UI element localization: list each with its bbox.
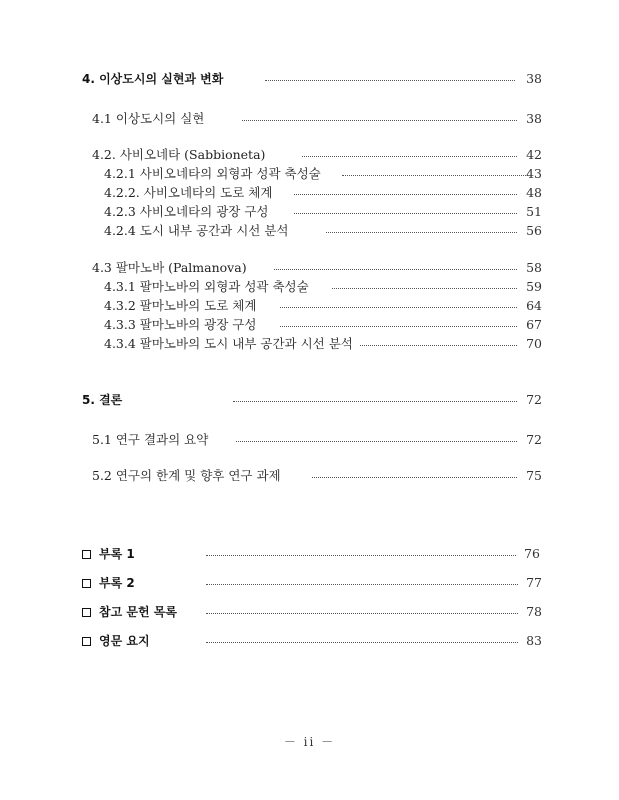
toc-label: 참고 문헌 목록: [82, 603, 177, 621]
toc-page: 38: [526, 71, 542, 86]
toc-page: 51: [526, 204, 542, 219]
toc-label: 4.3 팔마노바 (Palmanova): [92, 260, 247, 275]
dot-leader: [206, 642, 518, 643]
toc-page: 72: [526, 392, 542, 407]
toc-page: 67: [526, 317, 542, 332]
checkbox-square-icon: [82, 608, 91, 617]
checkbox-square-icon: [82, 550, 91, 559]
dot-leader: [312, 477, 517, 478]
dot-leader: [294, 213, 517, 214]
toc-page: 43: [526, 166, 542, 181]
toc-page: 56: [526, 223, 542, 238]
toc-page: 59: [526, 279, 542, 294]
toc-page: 70: [526, 336, 542, 351]
toc-page: 77: [526, 575, 542, 590]
dot-leader: [294, 194, 517, 195]
dot-leader: [326, 232, 517, 233]
dot-leader: [265, 80, 515, 81]
dot-leader: [360, 345, 517, 346]
dot-leader: [280, 326, 517, 327]
dot-leader: [332, 288, 517, 289]
dot-leader: [236, 441, 517, 442]
toc-page: 38: [526, 111, 542, 126]
toc-page: 42: [526, 147, 542, 162]
toc-label: 4.2. 사비오네타 (Sabbioneta): [92, 147, 266, 162]
toc-label: 4.3.1 팔마노바의 외형과 성곽 축성술: [104, 279, 309, 294]
toc-page: 76: [524, 546, 540, 561]
dot-leader: [206, 613, 518, 614]
toc-page: 78: [526, 604, 542, 619]
toc-label: 4.2.1 사비오네타의 외형과 성곽 축성술: [104, 166, 321, 181]
toc-label: 영문 요지: [82, 632, 150, 650]
dot-leader: [242, 120, 517, 121]
toc-label: 4.2.2. 사비오네타의 도로 체계: [104, 185, 273, 200]
toc-label: 5.2 연구의 한계 및 향후 연구 과제: [92, 468, 281, 483]
toc-label: 4.3.2 팔마노바의 도로 체계: [104, 298, 257, 313]
toc-label: 4.3.3 팔마노바의 광장 구성: [104, 317, 257, 332]
toc-label: 4.3.4 팔마노바의 도시 내부 공간과 시선 분석: [104, 336, 353, 351]
toc-label: 4.2.3 사비오네타의 광장 구성: [104, 204, 269, 219]
dot-leader: [280, 307, 517, 308]
toc-label: 5.1 연구 결과의 요약: [92, 432, 209, 447]
toc-page: 72: [526, 432, 542, 447]
toc-label: 4.2.4 도시 내부 공간과 시선 분석: [104, 223, 289, 238]
toc-label: 부록 2: [82, 574, 135, 592]
toc-label: 4. 이상도시의 실현과 변화: [82, 72, 224, 86]
toc-page: 58: [526, 260, 542, 275]
checkbox-square-icon: [82, 637, 91, 646]
toc-page: 48: [526, 185, 542, 200]
dot-leader: [233, 401, 517, 402]
dot-leader: [206, 584, 518, 585]
toc-page: 75: [526, 468, 542, 483]
toc-label: 4.1 이상도시의 실현: [92, 111, 205, 126]
toc-label: 부록 1: [82, 545, 135, 563]
dot-leader: [274, 269, 517, 270]
dot-leader: [342, 175, 528, 176]
checkbox-square-icon: [82, 579, 91, 588]
toc-page: 83: [526, 633, 542, 648]
toc-page: 64: [526, 298, 542, 313]
toc-label: 5. 결론: [82, 393, 123, 407]
page-number: － ii －: [283, 735, 336, 749]
dot-leader: [302, 156, 517, 157]
dot-leader: [206, 555, 516, 556]
